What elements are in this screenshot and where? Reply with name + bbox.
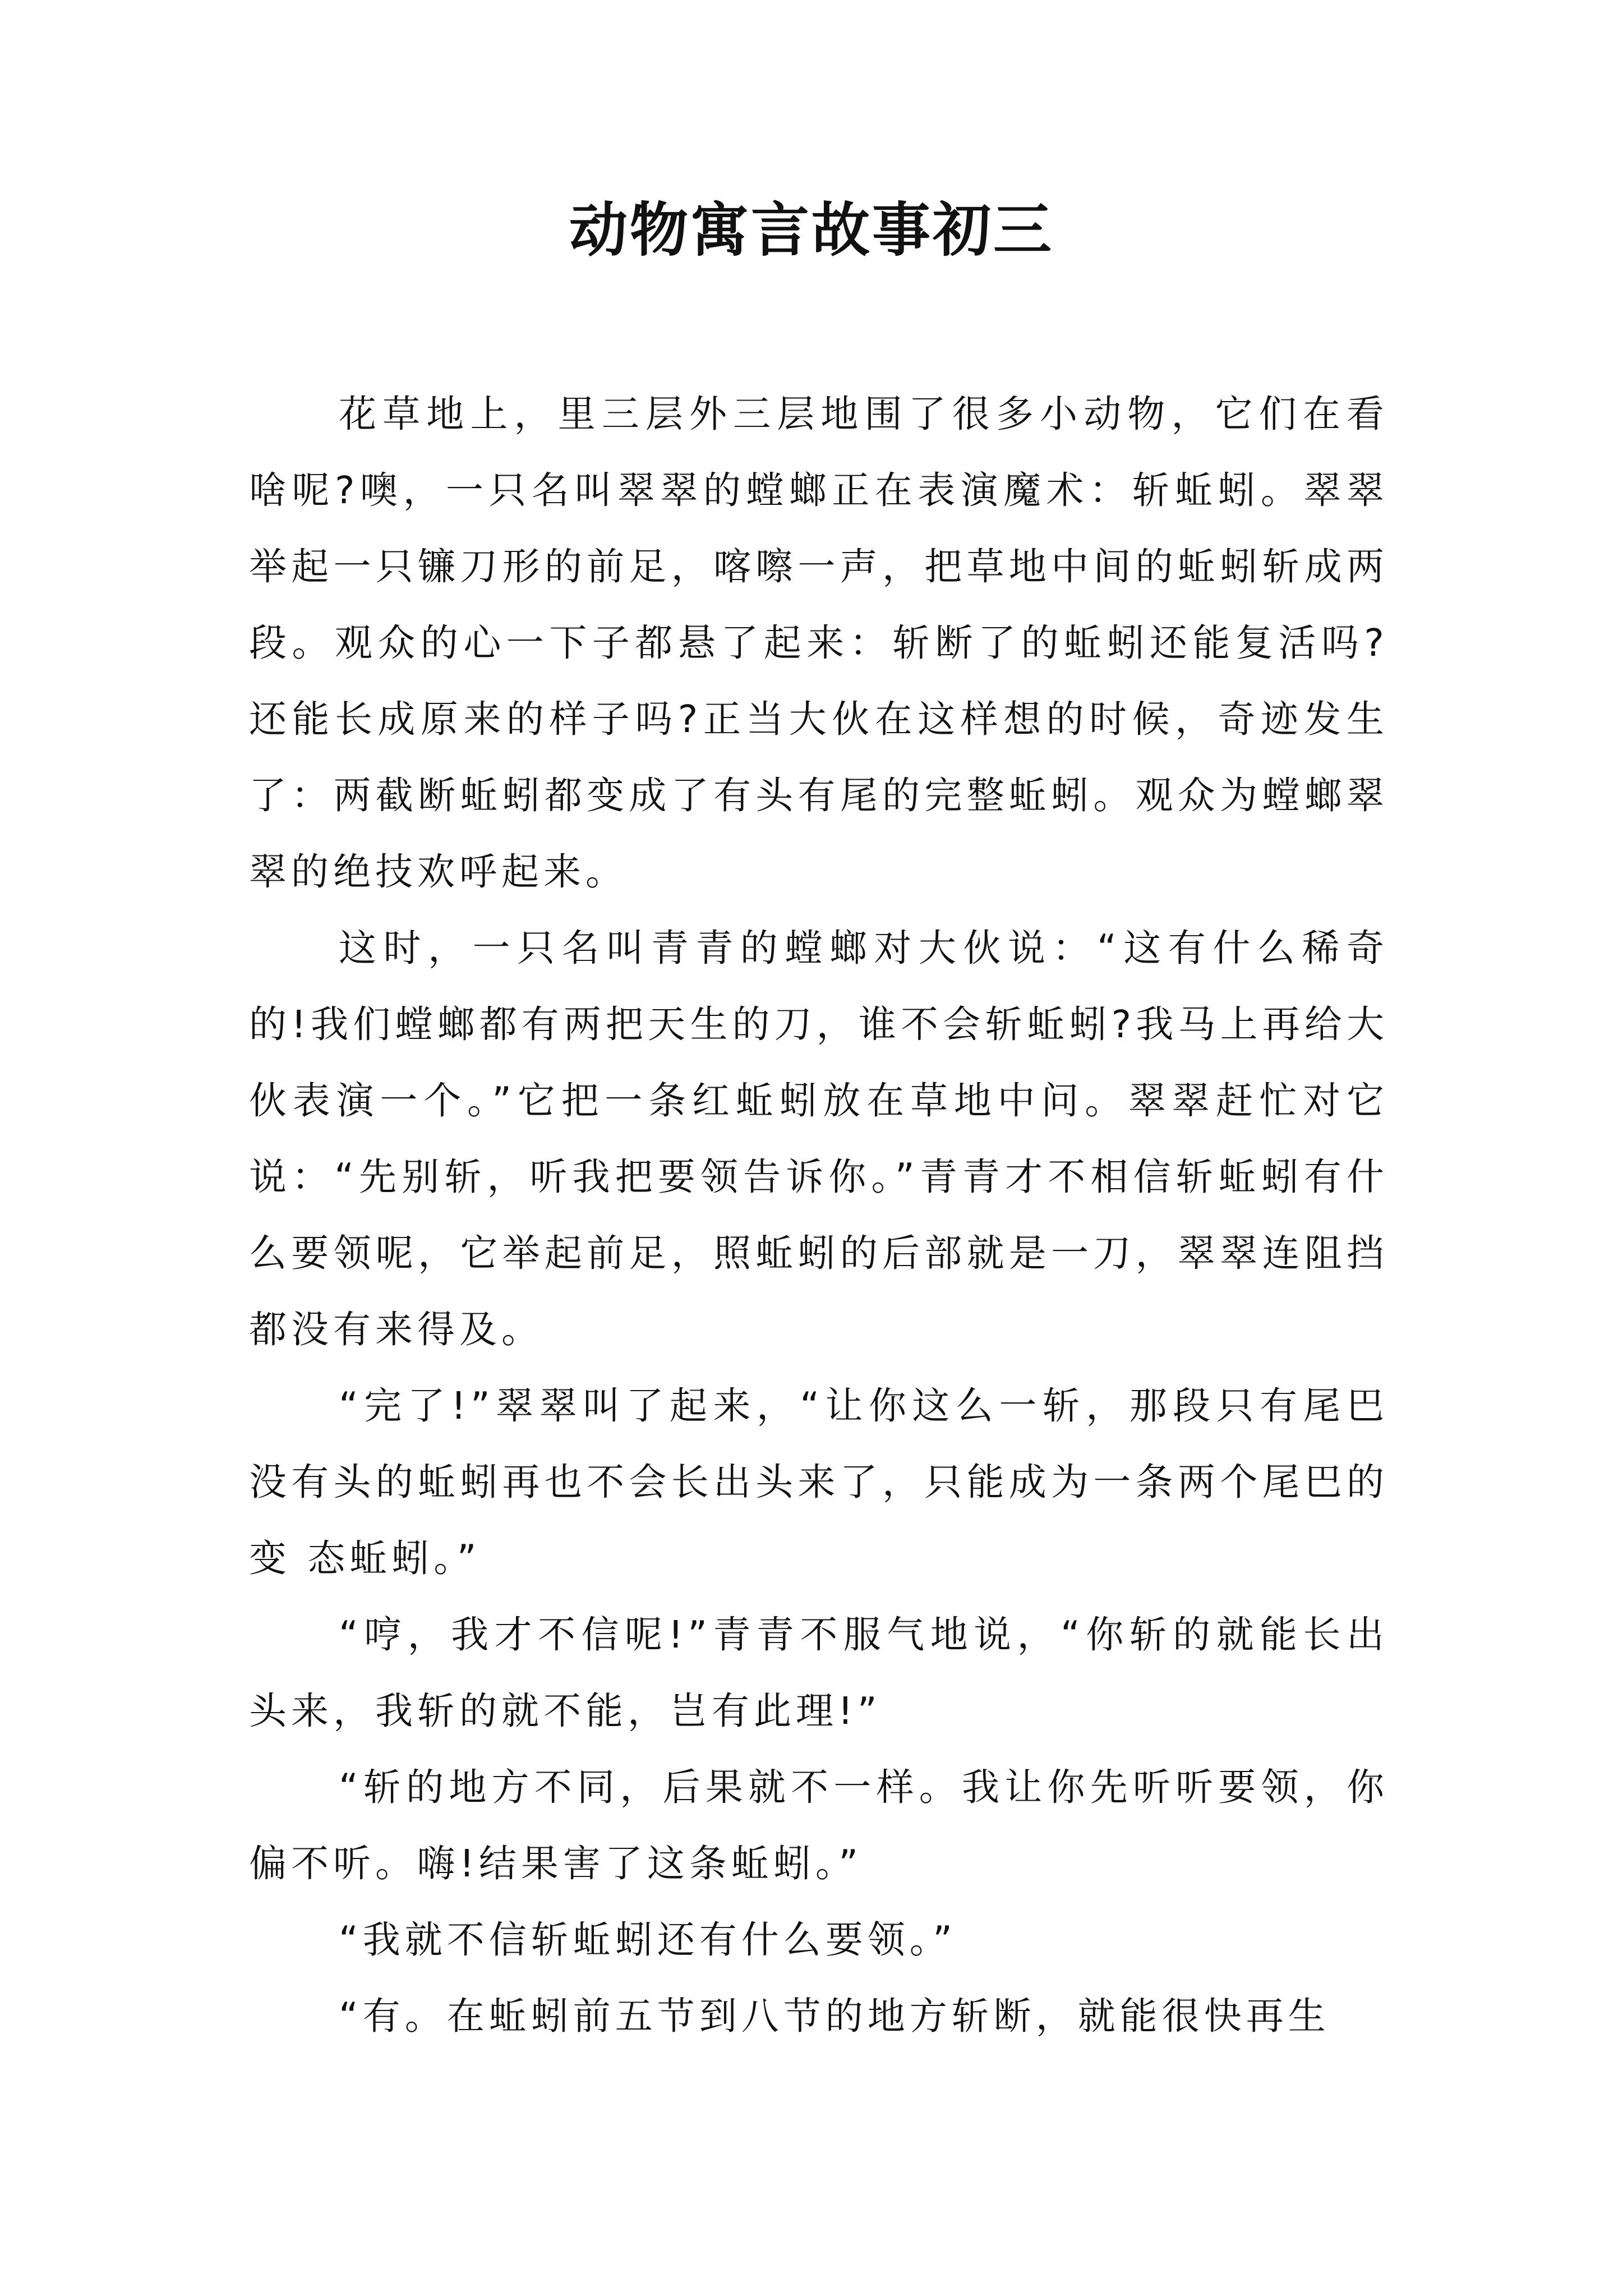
paragraph-1: 花草地上，里三层外三层地围了很多小动物，它们在看啥呢?噢，一只名叫翠翠的螳螂正在表演魔术：斩蚯蚓。翠翠举起一只镰刀形的前足，喀嚓一声，把草地中间的蚯蚓斩成两段。观众的心一下子都悬了起来：斩断了的蚯蚓还能复活吗?还能长成原来的样子吗?正当大伙在这样想的时候，奇迹发生了：两截断蚯蚓都变成了有头有尾的完整蚯蚓。观众为螳螂翠翠的绝技欢呼起来。: [249, 392, 1389, 894]
paragraph-2: 这时，一只名叫青青的螳螂对大伙说：“这有什么稀奇的!我们螳螂都有两把天生的刀，谁不会斩蚯蚓?我马上再给大伙表演一个。”它把一条红蚯蚓放在草地中问。翠翠赶忙对它说：“先别斩，听我把要领告诉你。”青青才不相信斩蚯蚓有什么要领呢，它举起前足，照蚯蚓的后部就是一刀，翠翠连阻挡都没有来得及。: [249, 926, 1389, 1351]
paragraph-6: “我就不信斩蚯蚓还有什么要领。”: [339, 1918, 957, 1962]
document-title: 动物寓言故事初三: [569, 195, 1054, 264]
paragraph-5: “斩的地方不同，后果就不一样。我让你先听听要领，你偏不听。嗨!结果害了这条蚯蚓。”: [249, 1765, 1389, 1885]
paragraph-3: “完了!”翠翠叫了起来，“让你这么一斩，那段只有尾巴没有头的蚯蚓再也不会长出头来了，只能成为一条两个尾巴的变 态蚯蚓。”: [249, 1384, 1389, 1580]
paragraph-7: “有。在蚯蚓前五节到八节的地方斩断，就能很快再生: [339, 1994, 1330, 2038]
story-body: [249, 376, 1389, 2054]
paragraph-4: “哼，我才不信呢!”青青不服气地说，“你斩的就能长出头来，我斩的就不能，岂有此理!”: [249, 1613, 1389, 1733]
